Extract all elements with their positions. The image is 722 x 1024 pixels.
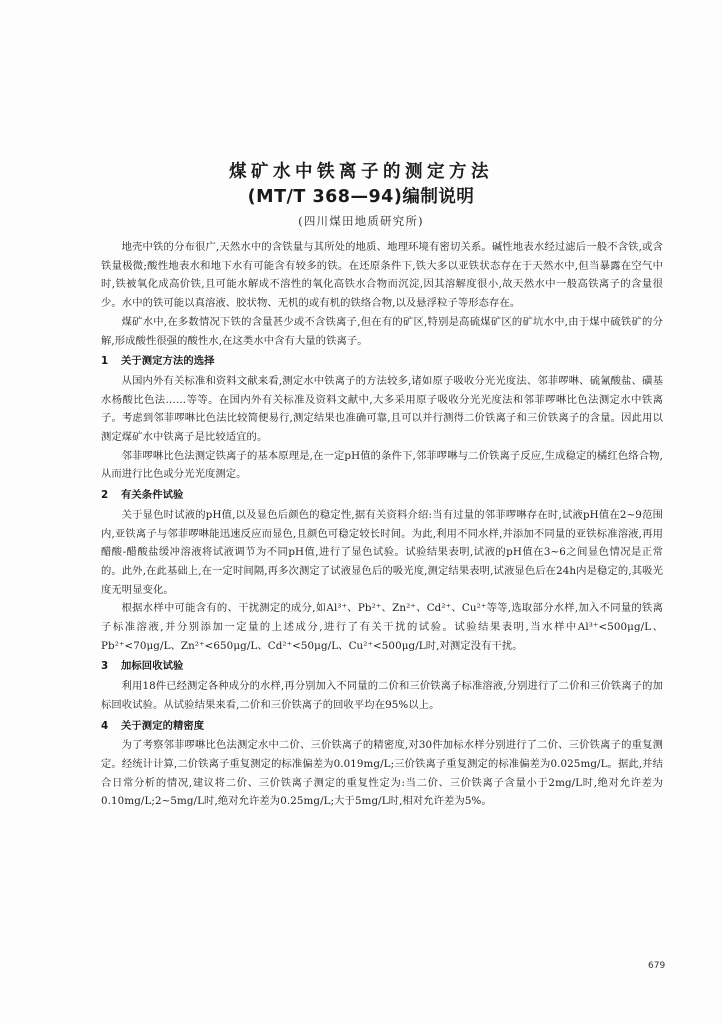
section-title: 加标回收试验	[121, 660, 184, 673]
body-paragraph: 邻菲啰啉比色法测定铁离子的基本原理是,在一定pH值的条件下,邻菲啰啉与二价铁离子反应,生成稳定的橘红色络合物,从而进行比色或分光光度测定。	[101, 449, 663, 481]
body-paragraph: 从国内外有关标准和资料文献来看,测定水中铁离子的方法较多,诸如原子吸收分光光度法、邻菲啰啉、硫氰酸盐、磺基水杨酸比色法……等等。在国内外有关标准及资料文献中,大多采用原子吸收分光光度法和邻菲啰啉比色法测定水中铁离子。考虑到邻菲啰啉比色法比较简便易行,测定结果也准确可靠,且可以并行测得二价铁离子和三价铁离子的含量。因此用以测定煤矿水中铁离子是比较适宜的。	[101, 374, 663, 444]
section-title: 有关条件试验	[121, 489, 184, 502]
intro-paragraph: 地壳中铁的分布很广,天然水中的含铁量与其所处的地质、地理环境有密切关系。碱性地表水经过滤后一般不含铁,或含铁量极微;酸性地表水和地下水有可能含有较多的铁。在还原条件下,铁大多以亚铁状态存在于天然水中,但当暴露在空气中时,铁被氧化成高价铁,且可能水解成不溶性的氧化高铁水合物而沉淀,因其溶解度很小,故天然水中一般高铁离子的含量很少。水中的铁可能以真溶液、胶状物、无机的或有机的铁络合物,以及悬浮粒子等形态存在。	[101, 241, 663, 310]
section-number: 3	[101, 660, 109, 673]
body-paragraph: 利用18件已经测定各种成分的水样,再分别加入不同量的二价和三价铁离子标准溶液,分别进行了二价和三价铁离子的加标回收试验。从试验结果来看,二价和三价铁离子的回收平均在95%以上。	[101, 680, 663, 711]
body-paragraph: 为了考察邻菲啰啉比色法测定水中二价、三价铁离子的精密度,对30件加标水样分别进行了二价、三价铁离子的重复测定。经统计计算,二价铁离子重复测定的标准偏差为0.019mg/L;三价铁离子重复测定的标准偏差为0.025mg/L。据此,并结合日常分析的情况,建议将二价、三价铁离子测定的重复性定为:当二价、三价铁离子含量小于2mg/L时,绝对允许差为0.10mg/L;2~5mg/L时,绝对允许差为0.25mg/L;大于5mg/L时,相对允许差为5%。	[101, 739, 663, 808]
page-number: 679	[648, 961, 666, 971]
author-affiliation: (四川煤田地质研究所)	[298, 214, 424, 228]
section-heading	[101, 657, 663, 676]
body-paragraph: 关于显色时试液的pH值,以及显色后颜色的稳定性,据有关资料介绍:当有过量的邻菲啰啉存在时,试液pH值在2~9范围内,亚铁离子与邻菲啰啉能迅速反应而显色,且颜色可稳定较长时间。为此,利用不同水样,并添加不同量的亚铁标准溶液,再用醋酸-醋酸盐缓冲溶液将试液调节为不同pH值,进行了显色试验。试验结果表明,试液的pH值在3~6之间显色情况是正常的。此外,在此基础上,在一定时间隔,再多次测定了试液显色后的吸光度,测定结果表明,试液显色后在24h内是稳定的,其吸光度无明显变化。	[101, 508, 663, 596]
document-body	[101, 238, 663, 811]
intro-paragraph: 煤矿水中,在多数情况下铁的含量甚少或不含铁离子,但在有的矿区,特别是高硫煤矿区的矿坑水中,由于煤中硫铁矿的分解,形成酸性很强的酸性水,在这类水中含有大量的铁离子。	[101, 315, 663, 347]
section-heading	[101, 352, 663, 371]
section-title: 关于测定方法的选择	[121, 355, 215, 368]
document-title: 煤矿水中铁离子的测定方法	[229, 162, 493, 182]
section-title: 关于测定的精密度	[121, 719, 205, 732]
body-paragraph: 根据水样中可能含有的、干扰测定的成分,如Al³⁺、Pb²⁺、Zn²⁺、Cd²⁺、Cu²⁺等等,选取部分水样,加入不同量的铁离子标准溶液,并分别添加一定量的上述成分,进行了有关干扰的试验。试验结果表明,当水样中Al³⁺<500μg/L、Pb²⁺<70μg/L、Zn²⁺<650μg/L、Cd²⁺<50μg/L、Cu²⁺<500μg/L时,对测定没有干扰。	[101, 602, 663, 652]
section-heading	[101, 486, 663, 505]
section-number: 4	[101, 719, 109, 732]
document-subtitle: (MT/T 368—94)编制说明	[247, 187, 475, 207]
section-heading	[101, 717, 663, 736]
section-number: 1	[101, 355, 109, 368]
section-number: 2	[101, 489, 109, 502]
